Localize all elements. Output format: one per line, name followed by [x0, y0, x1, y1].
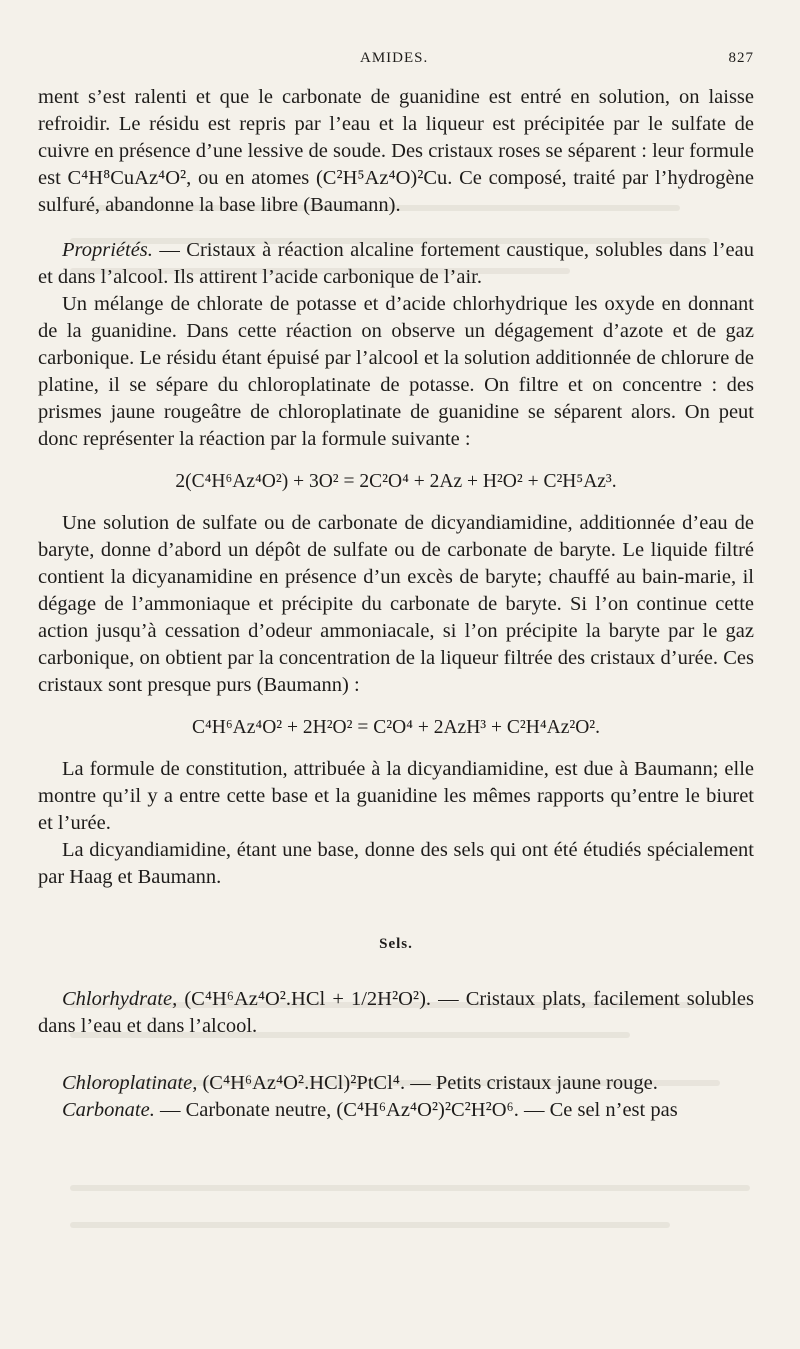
equation: C⁴H⁶Az⁴O² + 2H²O² = C²O⁴ + 2AzH³ + C²H⁴Az²O².	[191, 717, 600, 738]
paragraph-lead: Chlorhydrate,	[62, 988, 178, 1010]
page-number: 827	[728, 50, 754, 66]
paragraph-chloroplatinate	[38, 1070, 754, 1097]
paragraph-chlorhydrate	[38, 986, 754, 1040]
section-heading: Sels.	[379, 936, 413, 952]
paragraph-body: (C⁴H⁶Az⁴O².HCl)²PtCl⁴. — Petits cristaux jaune rouge.	[197, 1072, 658, 1094]
paragraph-lead: Carbonate.	[62, 1099, 155, 1121]
paragraph-body: — Carbonate neutre, (C⁴H⁶Az⁴O²)²C²H²O⁶. — Ce sel n’est pas	[154, 1099, 678, 1121]
paragraph-carbonate	[38, 1097, 754, 1124]
paragraph: La formule de constitution, attribuée à la dicyandiamidine, est due à Baumann; elle montre qu’il y a entre cette base et la guanidine les mêmes rapports qu’entre le biuret et l’urée.	[38, 758, 754, 834]
equation: 2(C⁴H⁶Az⁴O²) + 3O² = 2C²O⁴ + 2Az + H²O² + C²H⁵Az³.	[175, 471, 617, 492]
paragraph-body: — Cristaux à réaction alcaline fortement caustique, solubles dans l’eau et dans l’alcool. Ils attirent l’acide carbonique de l’air.	[38, 239, 754, 288]
body-text	[38, 84, 754, 1124]
paragraph: La dicyandiamidine, étant une base, donne des sels qui ont été étudiés spécialement par Haag et Baumann.	[38, 839, 754, 888]
paragraph-lead: Propriétés.	[62, 239, 153, 261]
paragraph-proprietes	[38, 237, 754, 291]
paragraph: Un mélange de chlorate de potasse et d’acide chlorhydrique les oxyde en donnant de la guanidine. Dans cette réaction on observe un dégagement d’azote et de gaz carbonique. Le résidu étant épuisé par l’alcool et la solution additionnée de chlorure de platine, il se sépare du chloroplatinate de potasse. On filtre et on concentre : des prismes jaune rougeâtre de chloroplatinate de guanidine se séparent alors. On peut donc représenter la réaction par la formule suivante :	[38, 293, 754, 450]
running-head	[38, 50, 754, 70]
running-title: AMIDES.	[360, 50, 429, 66]
paragraph-lead: Chloroplatinate,	[62, 1072, 198, 1094]
paragraph-body: (C⁴H⁶Az⁴O².HCl + 1/2H²O²). — Cristaux plats, facilement solubles dans l’eau et dans l’alcool.	[38, 988, 754, 1037]
paragraph: Une solution de sulfate ou de carbonate de dicyandiamidine, additionnée d’eau de baryte, donne d’abord un dépôt de sulfate ou de carbonate de baryte. Le liquide filtré contient la dicyanamidine en présence d’un excès de baryte; chauffé au bain-marie, il dégage de l’ammoniaque et précipite du carbonate de baryte. Si l’on continue cette action jusqu’à cessation d’odeur ammoniacale, si l’on précipite la baryte par le gaz carbonique, on obtient par la concentration de la liqueur filtrée des cristaux d’urée. Ces cristaux sont presque purs (Baumann) :	[38, 512, 754, 696]
paragraph: ment s’est ralenti et que le carbonate de guanidine est entré en solution, on laisse refroidir. Le résidu est repris par l’eau et la liqueur est précipitée par le sulfate de cuivre en présence d’une lessive de soude. Des cristaux roses se séparent : leur formule est C⁴H⁸CuAz⁴O², ou en atomes (C²H⁵Az⁴O)²Cu. Ce composé, traité par l’hydrogène sulfuré, abandonne la base libre (Baumann).	[38, 86, 754, 216]
